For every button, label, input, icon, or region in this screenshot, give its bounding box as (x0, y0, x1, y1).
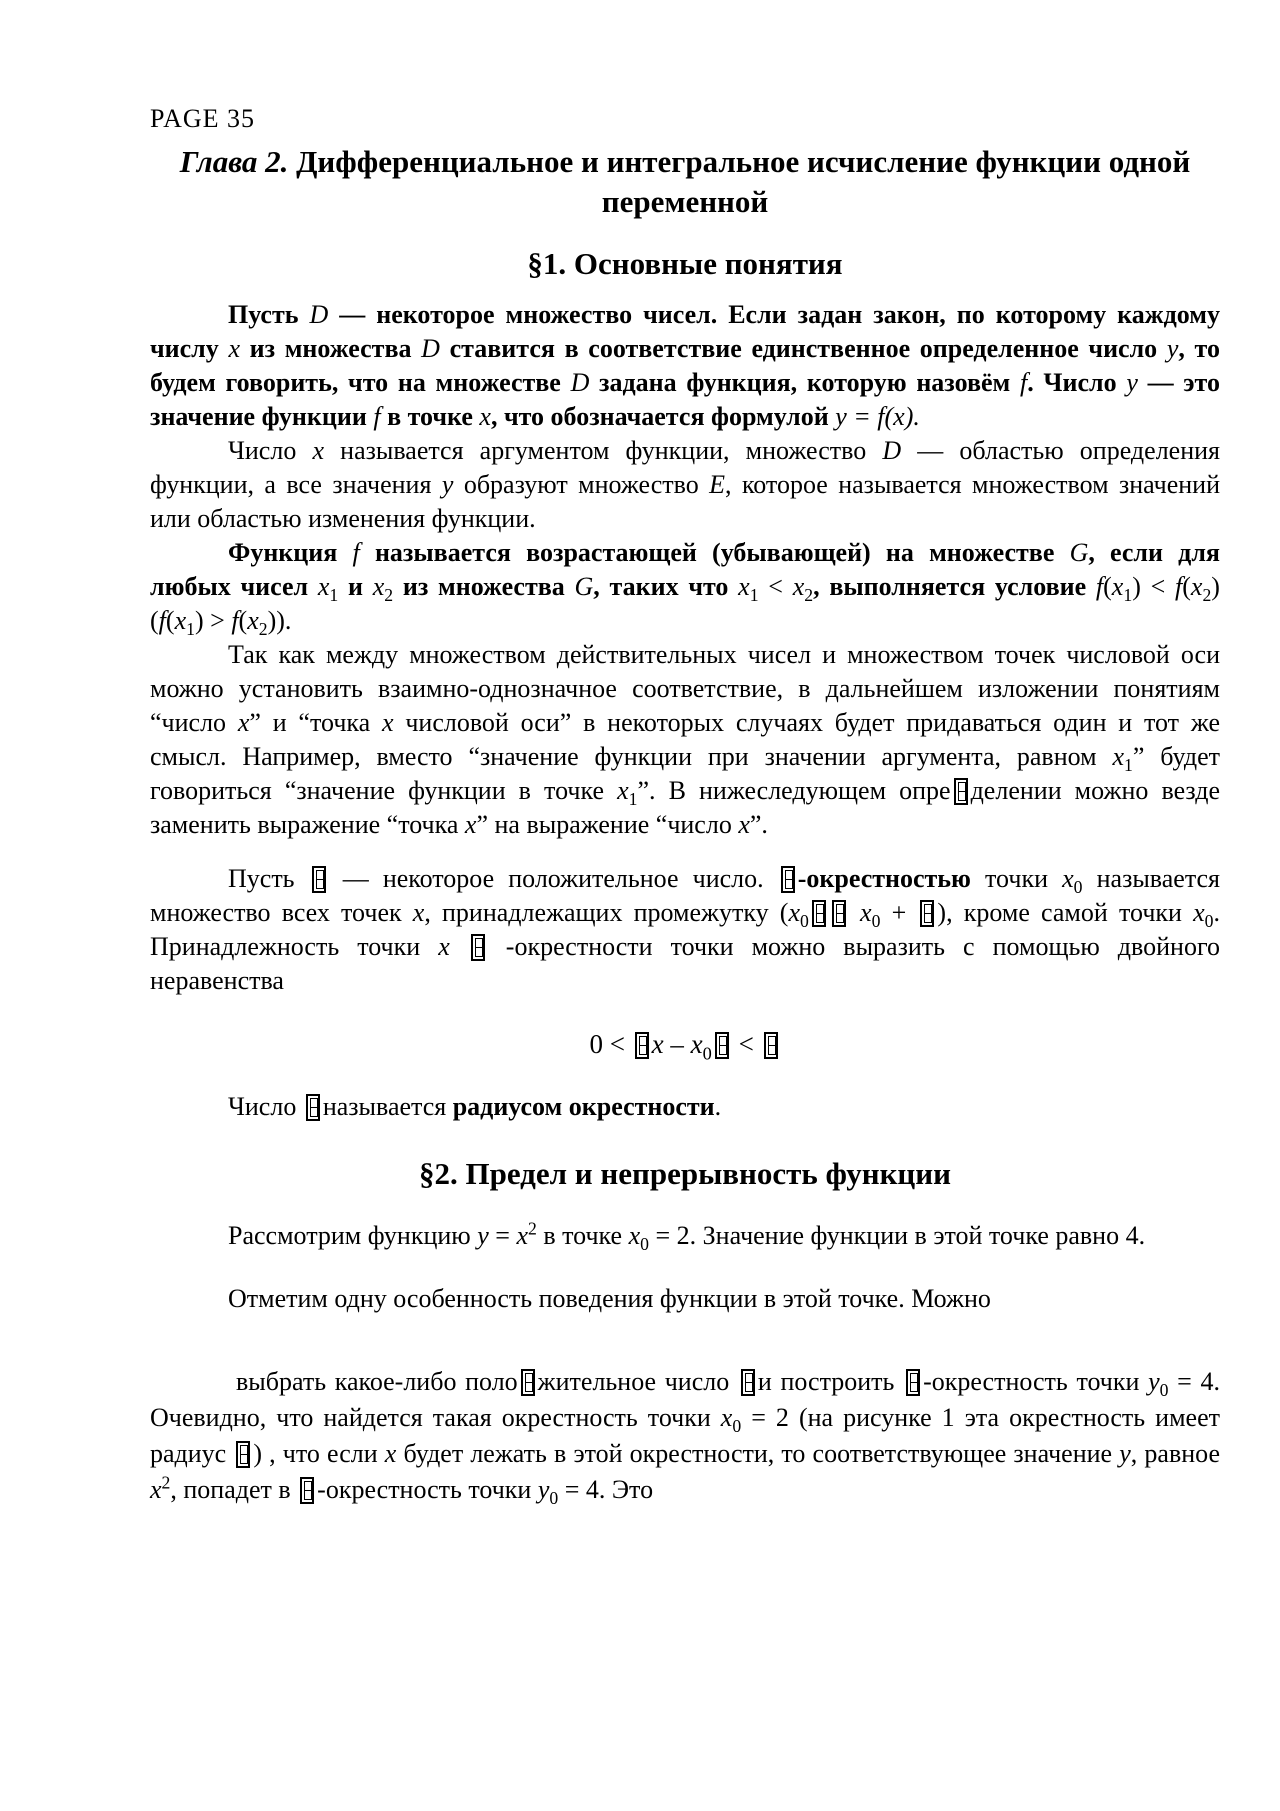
missing-glyph-icon (471, 934, 485, 961)
missing-glyph-icon (906, 1369, 920, 1396)
missing-glyph-icon (300, 1477, 314, 1504)
section-2-title: §2. Предел и непрерывность функции (418, 1156, 952, 1191)
definition-function-paragraph: Пусть D — некоторое множество чисел. Если задан закон, по которому каждому числу x из множества D ставится в соответствие единственное определенное число y, то будем говорить, что на множестве D задана функция, которую назовём f. Число y — это значение функции f в точке x, что обозначается формулой y = f(x). (150, 300, 1220, 431)
missing-glyph-icon (832, 900, 846, 927)
radius-paragraph: Число называется радиусом окрестности. (228, 1092, 722, 1121)
missing-glyph-icon (635, 1032, 649, 1059)
document-page (150, 104, 1220, 1508)
argument-paragraph: Число x называется аргументом функции, множество D — областью определения функции, а все значения y образуют множество E, которое называется множеством значений или областью изменения функции. (150, 436, 1220, 533)
chapter-title-text: Дифференциальное и интегральное исчисление функции одной переменной (296, 144, 1191, 219)
missing-glyph-icon (954, 778, 968, 805)
neighborhood-paragraph: Пусть — некоторое положительное число. -окрестностью точки $x_0$ называется множество всех точек x, принадлежащих промежутку ($x_0$ $x_0$ + ), кроме самой точки $x_0$. Принадлежность точки x -окрестности точки можно выразить с помощью двойного неравенства (150, 864, 1221, 995)
number-axis-paragraph: Так как между множеством действительных чисел и множеством точек числовой оси можно установить взаимно-однозначное соответствие, в дальнейшем изложении понятиям “число x” и “точка x числовой оси” в некоторых случаях будет придаваться один и тот же смысл. Например, вместо “значение функции при значении аргумента, равном $x_1$” будет говориться “значение функции в точке $x_1$”. В нижеследующем опре делении можно везде заменить выражение “точка x” на выражение “число x”. (150, 640, 1221, 839)
missing-glyph-icon (715, 1032, 729, 1059)
missing-glyph-icon (764, 1032, 778, 1059)
missing-glyph-icon (312, 866, 326, 893)
missing-glyph-icon (741, 1369, 755, 1396)
consider-paragraph: Рассмотрим функцию $y = x^2$ в точке $x_0 = 2$. Значение функции в этой точке равно 4. (228, 1218, 1146, 1255)
missing-glyph-icon (306, 1094, 320, 1121)
missing-glyph-icon (521, 1369, 535, 1396)
missing-glyph-icon (781, 866, 795, 893)
missing-glyph-icon (812, 900, 826, 927)
double-inequality-formula: $0 < x - x_0$ < (150, 1024, 1220, 1064)
definition-increasing-paragraph: Функция f называется возрастающей (убывающей) на множестве G, если для любых чисел $x_1$ и $x_2$ из множества G, таких что $x_1 < x_2$, выполняется условие $f(x_1) < f(x_2) (f(x_1) > f(x_2))$. (150, 538, 1220, 640)
missing-glyph-icon (920, 900, 934, 927)
page-header: PAGE 35 (150, 104, 256, 133)
section-1-title: §1. Основные понятия (527, 246, 843, 281)
feature-paragraph: Отметим одну особенность поведения функции в этой точке. Можно (228, 1284, 991, 1313)
chapter-label: Глава 2. (179, 144, 289, 179)
choose-paragraph: выбрать какое-либо поло жительное число и построить -окрестность точки $y_0 = 4$. Очевидно, что найдется такая окрестность точки $x_0 = 2$ (на рисунке 1 эта окрестность имеет радиус ) , что если x будет лежать в этой окрестности, то соответствующее значение y, равное $x^2$, попадет в -окрестность точки $y_0 = 4$. Это (150, 1367, 1220, 1509)
chapter-title (150, 142, 1220, 222)
missing-glyph-icon (236, 1441, 250, 1468)
